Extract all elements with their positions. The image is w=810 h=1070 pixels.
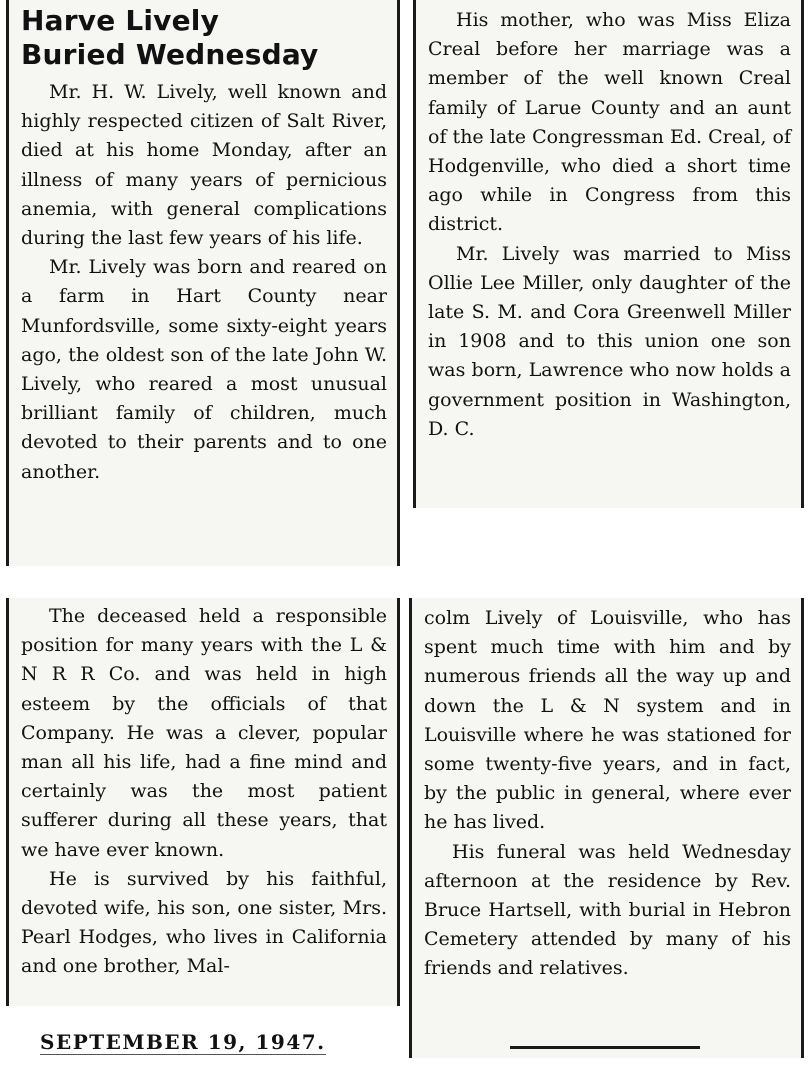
article-clipping-bottom-right xyxy=(409,598,804,1058)
paragraph: His mother, who was Miss Eliza Creal before her marriage was a member of the well known Creal family of Larue County and an aunt of the late Congressman Ed. Creal, of Hodgenville, who died a short time ago while in Congress from this district. xyxy=(428,9,791,236)
article-clipping-bottom-left xyxy=(6,598,400,1006)
headline xyxy=(21,4,387,72)
paragraph: Mr. Lively was born and reared on a farm in Hart County near Munfordsville, some sixty-eight years ago, the oldest son of the late John W. Lively, who reared a most unusual brilliant family of children, much devoted to their parents and to one another. xyxy=(21,256,387,483)
article-clipping-top-right xyxy=(413,0,804,508)
end-rule-divider xyxy=(510,1046,700,1049)
paragraph: colm Lively of Louisville, who has spent much time with him and by numerous friends all the way up and down the L & N system and in Louisville where he was stationed for some twenty-five years, and in fact, by the public in general, where ever he has lived. xyxy=(424,607,791,834)
headline-line-1: Harve Lively xyxy=(21,4,220,37)
paragraph: His funeral was held Wednesday afternoon at the residence by Rev. Bruce Hartsell, with burial in Hebron Cemetery attended by many of his friends and relatives. xyxy=(424,840,791,980)
publication-date: SEPTEMBER 19, 1947. xyxy=(40,1030,326,1054)
headline-line-2: Buried Wednesday xyxy=(21,38,319,71)
paragraph: Mr. H. W. Lively, well known and highly respected citizen of Salt River, died at his home Monday, after an illness of many years of pernicious anemia, with general complications during the last few years of his life. xyxy=(21,81,387,250)
paragraph: The deceased held a responsible position for many years with the L & N R R Co. and was held in high esteem by the officials of that Company. He was a clever, popular man all his life, had a fine mind and certainly was the most patient sufferer during all these years, that we have ever known. xyxy=(21,605,387,861)
paragraph: Mr. Lively was married to Miss Ollie Lee Miller, only daughter of the late S. M. and Cora Greenwell Miller in 1908 and to this union one son was born, Lawrence who now holds a government position in Washington, D. C. xyxy=(428,242,791,440)
article-clipping-top-left xyxy=(6,0,400,566)
paragraph: He is survived by his faithful, devoted wife, his son, one sister, Mrs. Pearl Hodges, who lives in California and one brother, Mal- xyxy=(21,867,387,978)
